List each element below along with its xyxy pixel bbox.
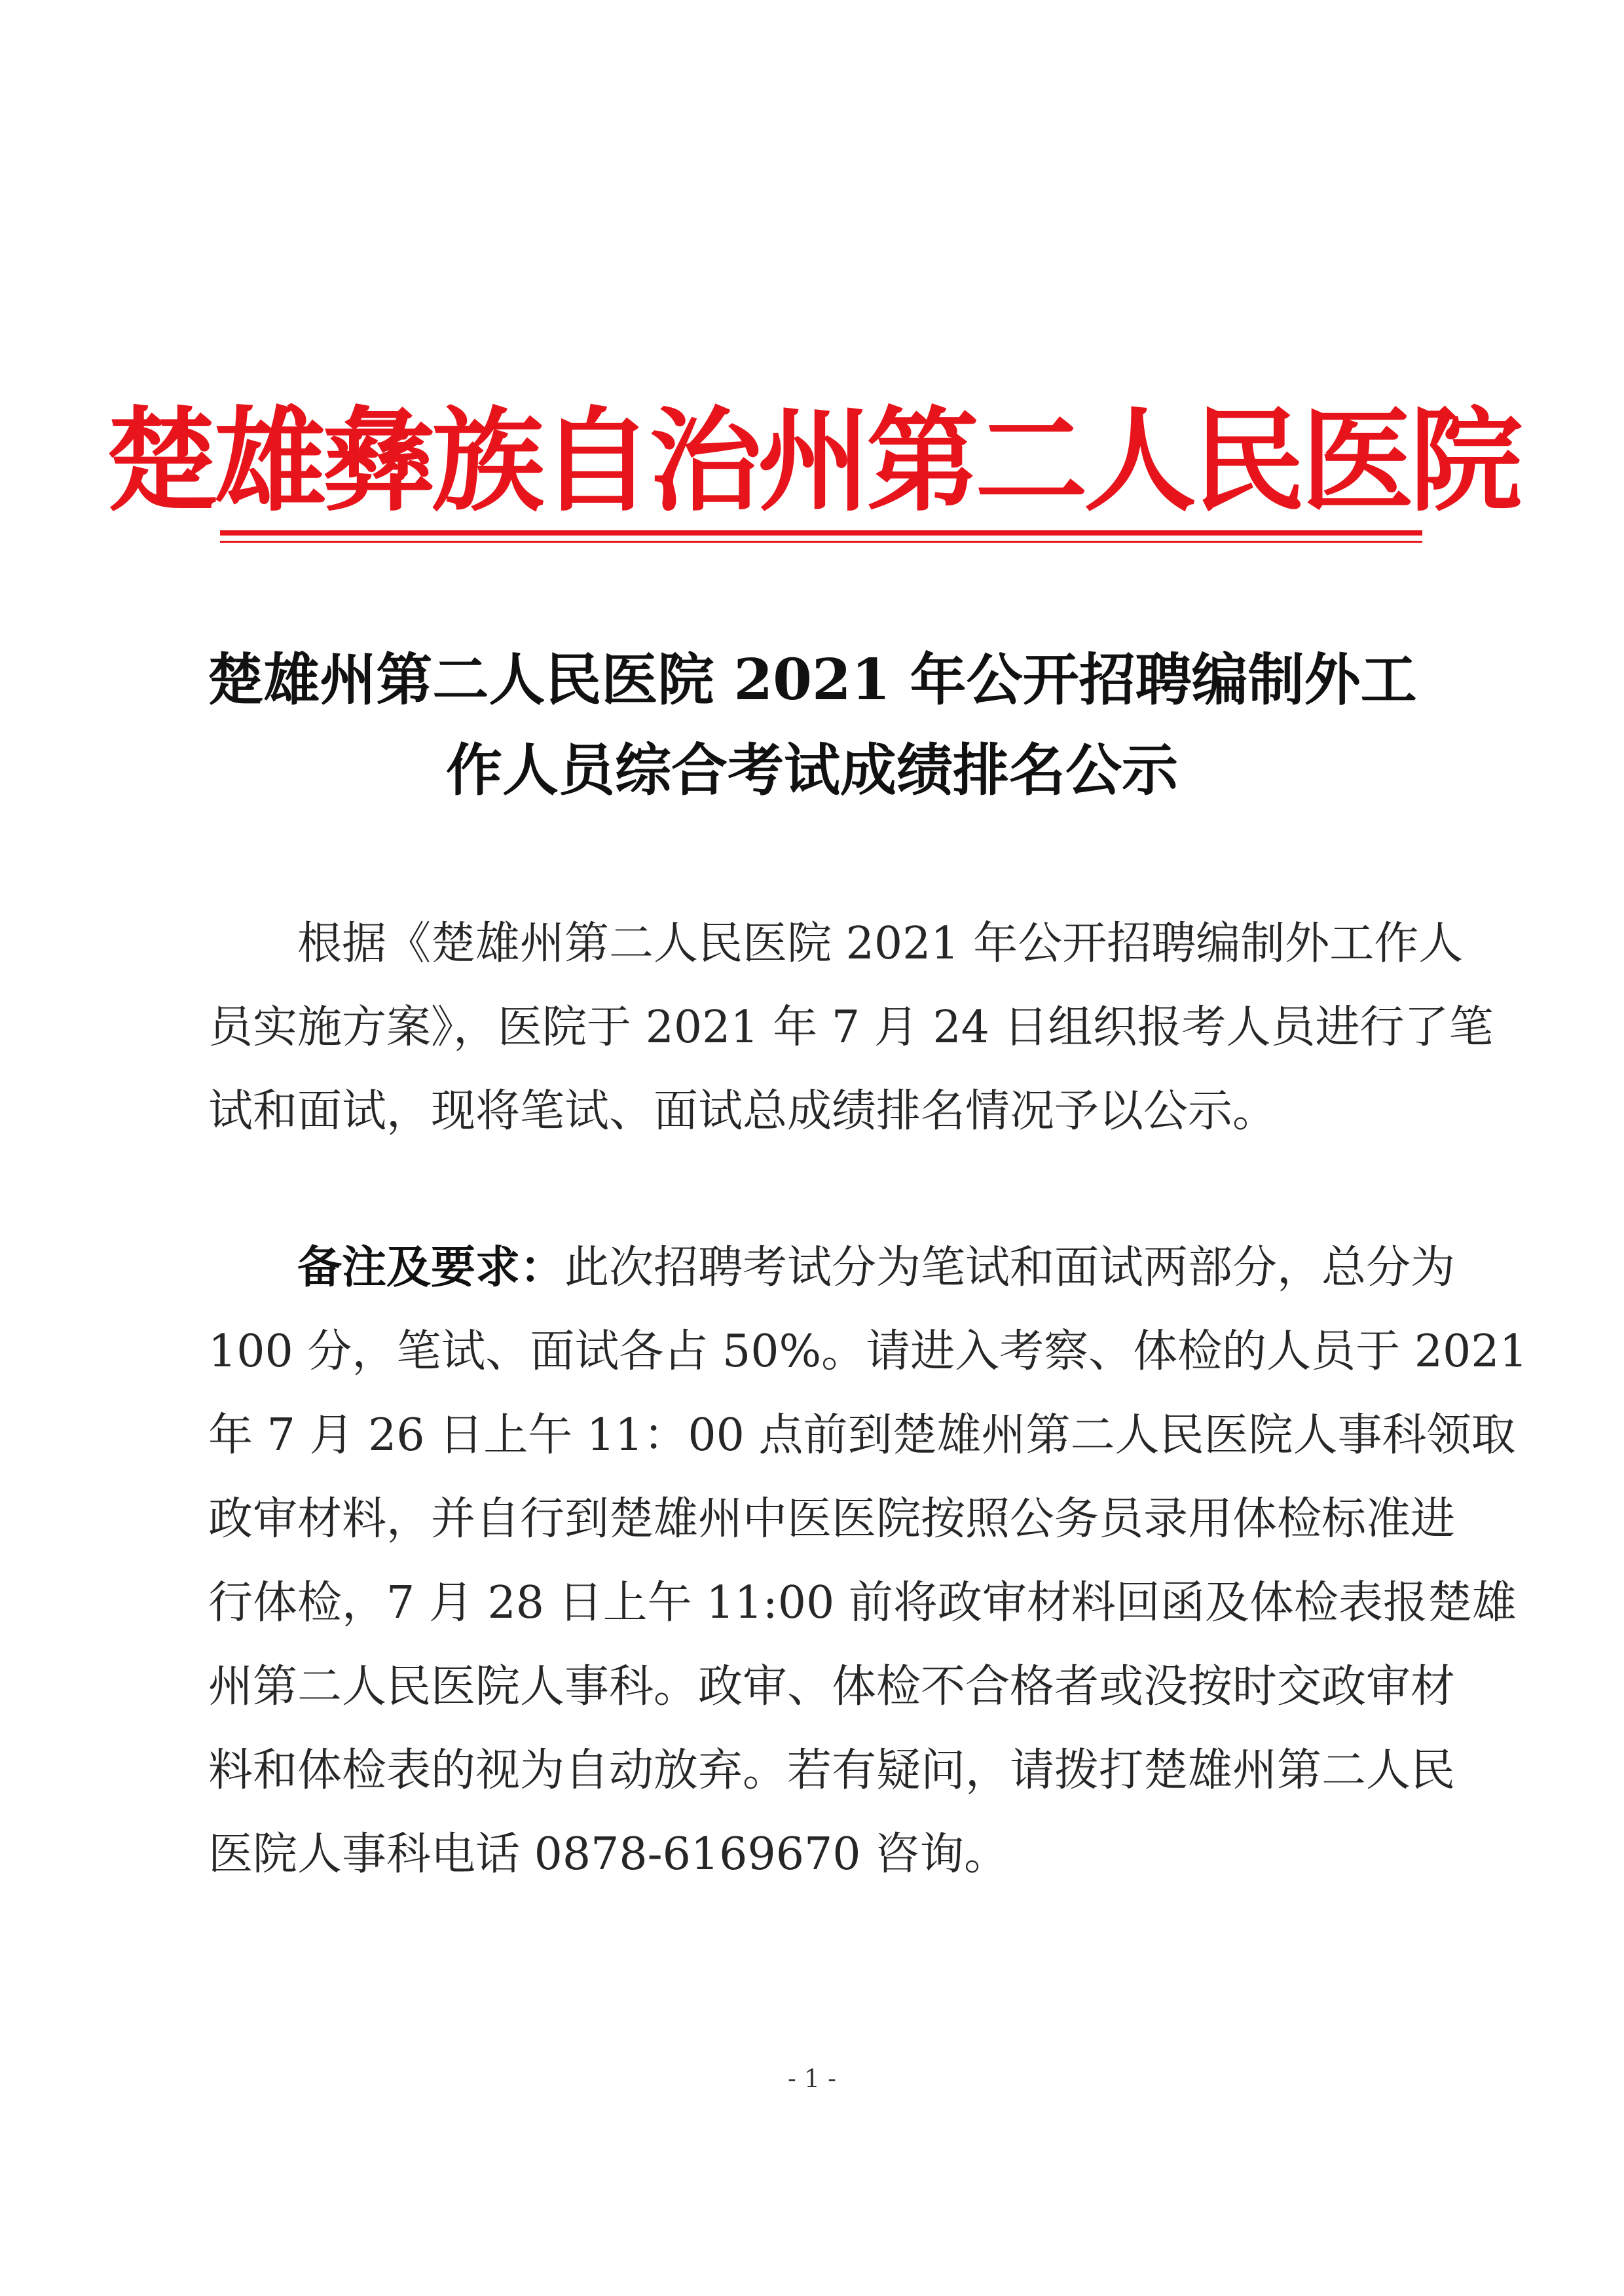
document-title	[196, 635, 1428, 816]
intro-line-1: 根据《楚雄州第二人民医院 2021 年公开招聘编制外工作人	[297, 918, 1464, 970]
notes-line-2: 100 分，笔试、面试各占 50%。请进入考察、体检的人员于 2021	[208, 1326, 1528, 1377]
notes-line-3: 年 7 月 26 日上午 11：00 点前到楚雄州第二人民医院人事科领取	[208, 1410, 1516, 1461]
intro-paragraph	[208, 902, 1494, 1154]
letterhead-rule-thin	[220, 541, 1422, 543]
notes-label: 备注及要求：	[297, 1241, 565, 1294]
notes-line-7: 料和体检表的视为自动放弃。若有疑问，请拨打楚雄州第二人民	[208, 1745, 1456, 1796]
notes-line-4: 政审材料，并自行到楚雄州中医医院按照公务员录用体检标准进	[208, 1493, 1456, 1545]
document-title-line-2: 作人员综合考试成绩排名公示	[446, 737, 1178, 803]
notes-line-8: 医院人事科电话 0878-6169670 咨询。	[208, 1829, 1009, 1880]
letterhead-rule-thick	[220, 530, 1422, 536]
notes-line-1	[208, 1226, 1456, 1310]
notes-line-1-text: 此次招聘考试分为笔试和面试两部分，总分为	[564, 1242, 1456, 1294]
document-title-line-1: 楚雄州第二人民医院 2021 年公开招聘编制外工	[207, 647, 1417, 713]
notes-paragraph	[208, 1226, 1528, 1897]
notes-line-6: 州第二人民医院人事科。政审、体检不合格者或没按时交政审材	[208, 1661, 1456, 1713]
intro-line-2: 员实施方案》，医院于 2021 年 7 月 24 日组织报考人员进行了笔	[208, 1002, 1494, 1053]
intro-line-3: 试和面试，现将笔试、面试总成绩排名情况予以公示。	[208, 1085, 1278, 1137]
letterhead-hospital-name: 楚雄彝族自治州第二人民医院	[105, 395, 1519, 527]
notes-line-5: 行体检，7 月 28 日上午 11:00 前将政审材料回函及体检表报楚雄	[208, 1577, 1517, 1629]
page-number: - 1 -	[787, 2064, 836, 2093]
